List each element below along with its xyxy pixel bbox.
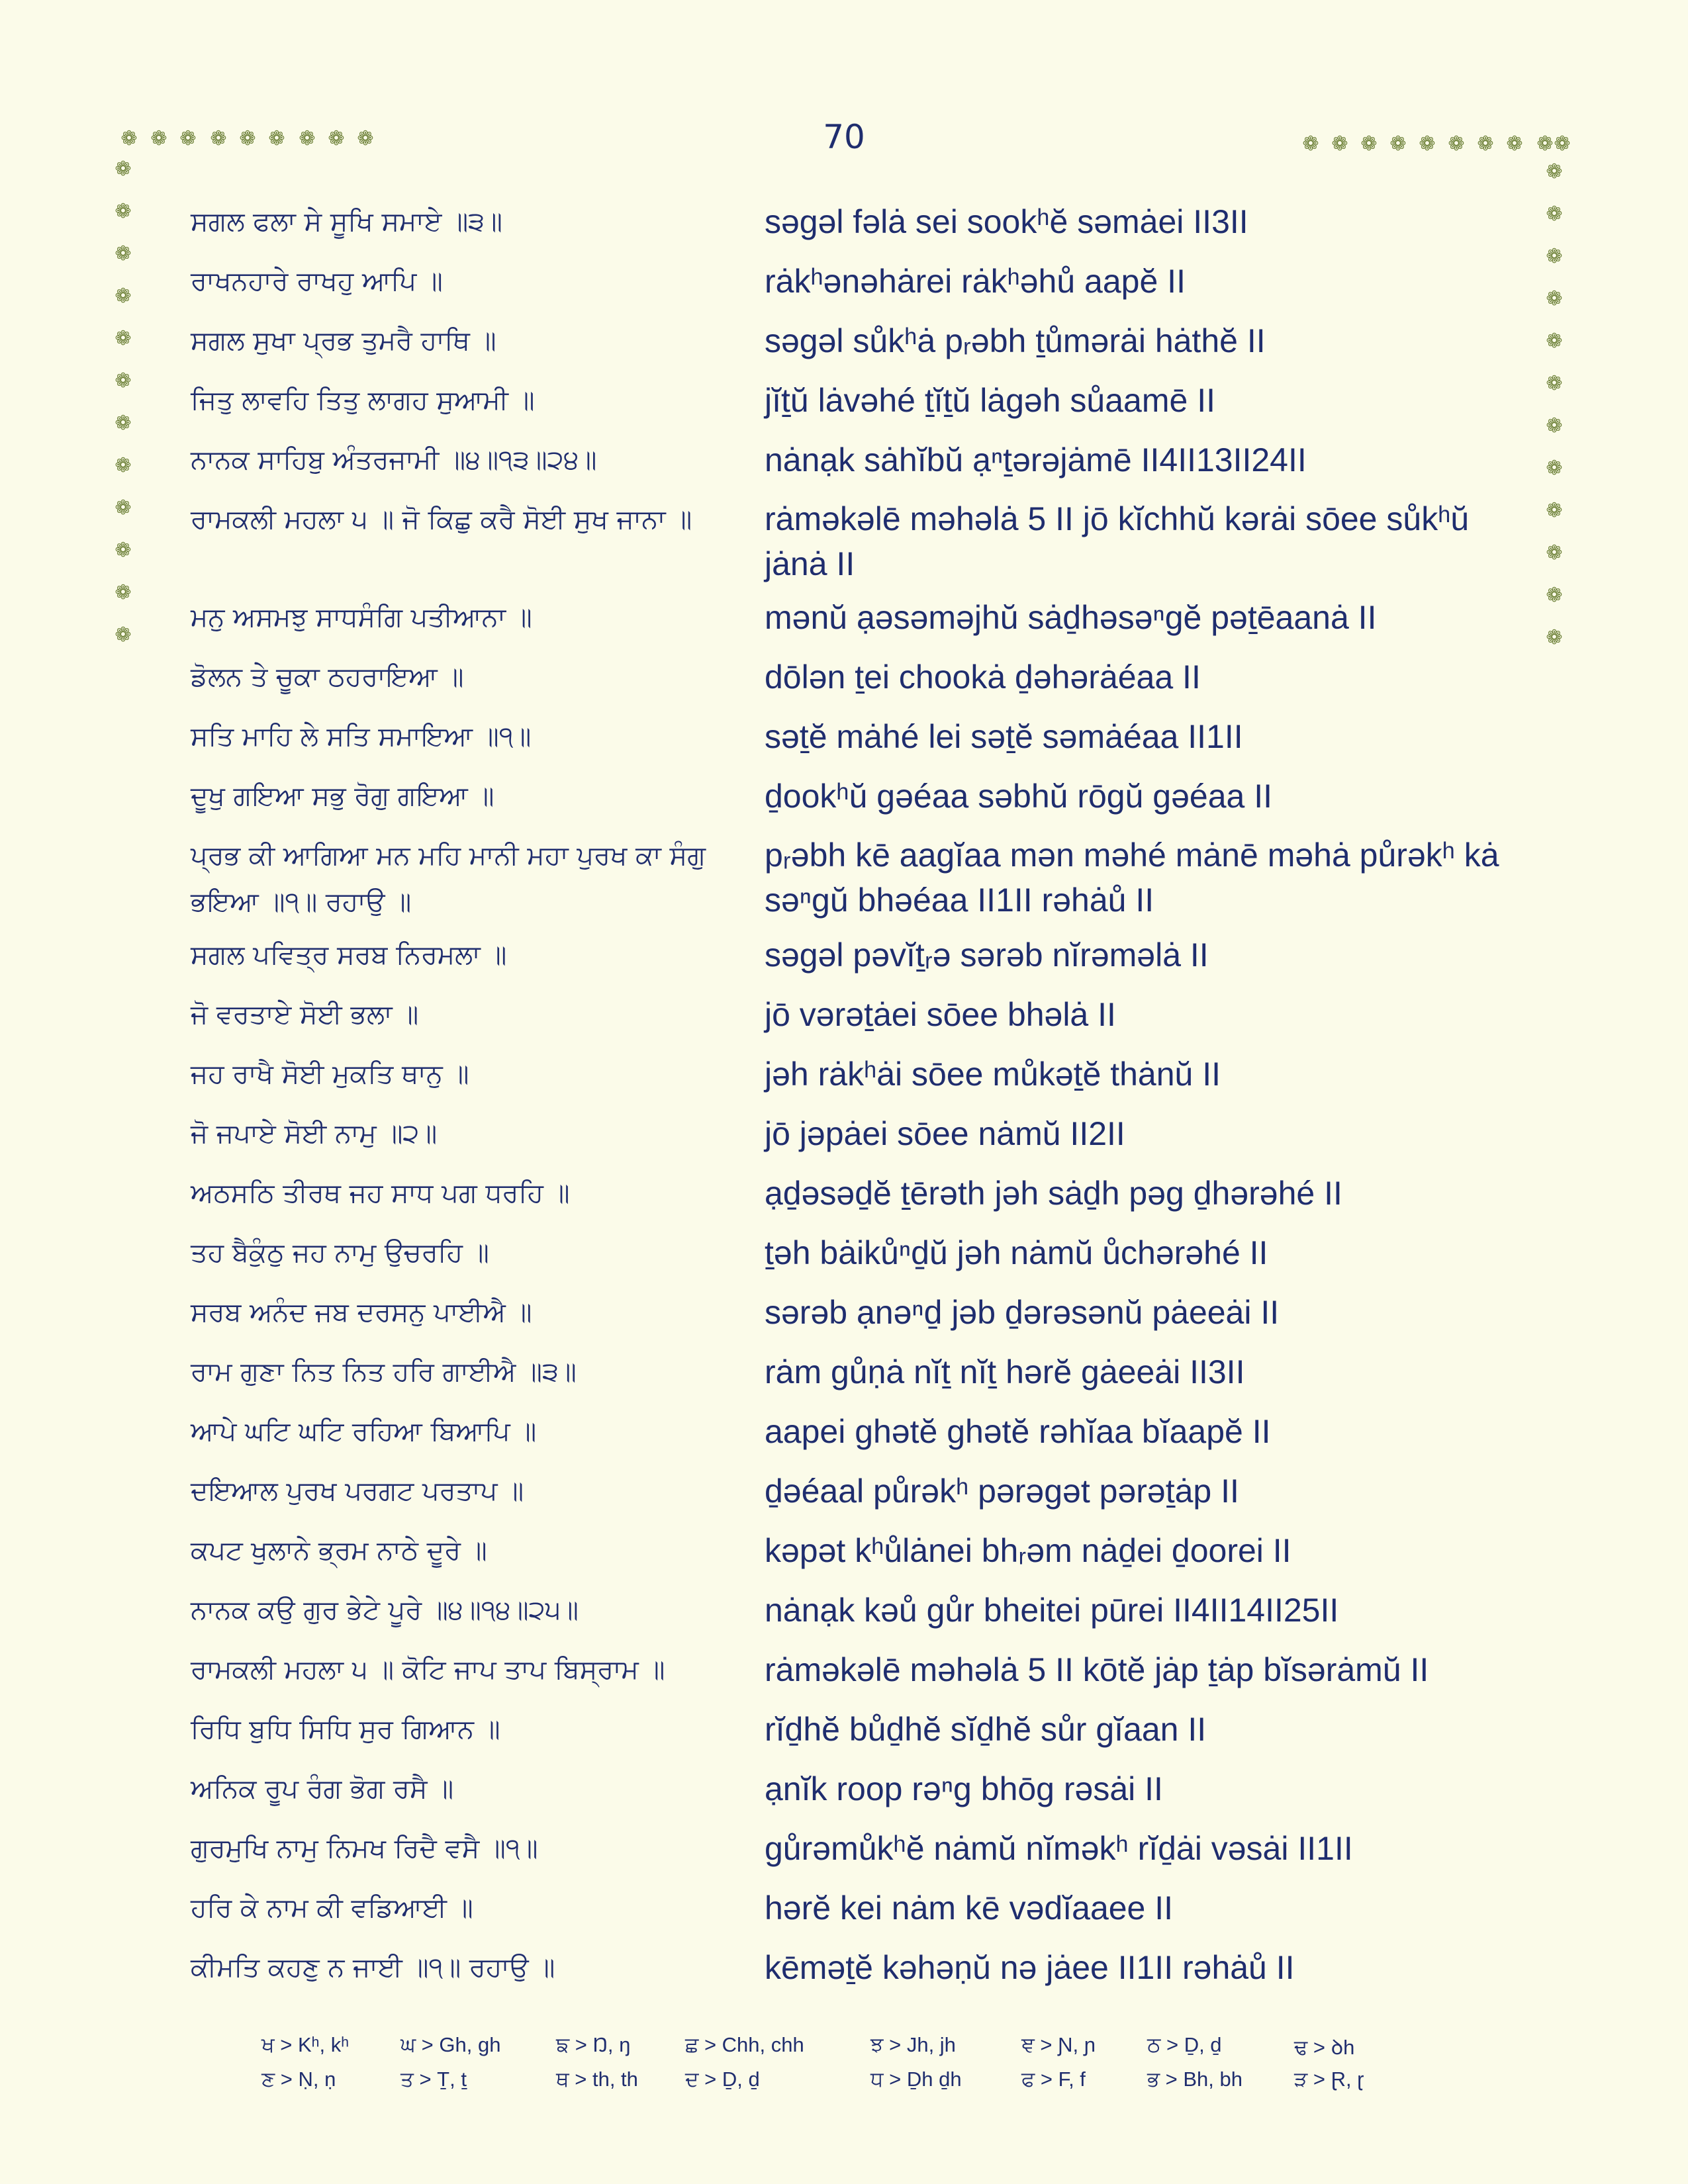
legend-entry: ਣ > Ṇ, ṇ [261,2068,336,2091]
gurmukhi-line: ਗੁਰਮੁਖਿ ਨਾਮੁ ਨਿਮਖ ਰਿਦੈ ਵਸੈ ॥੧॥ [191,1833,538,1864]
transliteration-line: rȧkʰənəhȧrei rȧkʰəhů aapĕ II [765,263,1186,300]
flower-icon: ❁ [268,127,285,150]
gurmukhi-line: ਤਹ ਬੈਕੁੰਠੁ ਜਹ ਨਾਮੁ ਉਚਰਹਿ ॥ [191,1238,489,1268]
gurmukhi-line: ਸਤਿ ਮਾਹਿ ਲੇ ਸਤਿ ਸਮਾਇਆ ॥੧॥ [191,721,532,752]
flower-icon: ❁ [115,539,132,562]
flower-icon: ❁ [115,242,132,265]
flower-icon: ❁ [179,127,197,150]
transliteration-line: kəpət kʰůlȧnei bhᵣəm nȧḏei ḏoorei II [765,1532,1291,1569]
legend-entry: ਛ > Chh, chh [685,2033,804,2056]
flower-icon: ❁ [210,127,227,150]
transliteration-line: ạnĭk roop rəⁿg bhōg rəsȧi II [765,1770,1163,1807]
transliteration-line: rȧm gůṇȧ nĭṯ nĭṯ hərĕ gȧeeȧi II3II [765,1353,1245,1390]
gurmukhi-line: ਆਪੇ ਘਟਿ ਘਟਿ ਰਹਿਆ ਬਿਆਪਿ ॥ [191,1416,537,1447]
flower-icon: ❁ [1546,414,1563,437]
gurmukhi-line: ਪ੍ਰਭ ਕੀ ਆਗਿਆ ਮਨ ਮਹਿ ਮਾਨੀ ਮਹਾ ਪੁਰਖ ਕਾ ਸੰਗੁ ਭਇਆ ॥੧॥ ਰਹਾਉ ॥ [191,841,706,917]
gurmukhi-line: ਮਨੁ ਅਸਮਝੁ ਸਾਧਸੰਗਿ ਪਤੀਆਨਾ ॥ [191,602,532,633]
transliteration-line: jō jəpȧei sōee nȧmŭ II2II [765,1115,1125,1152]
transliteration-legend [0,2033,1688,2113]
gurmukhi-line: ਦੂਖੁ ਗਇਆ ਸਭੁ ਰੋਗੁ ਗਇਆ ॥ [191,781,494,811]
gurmukhi-line: ਕੀਮਤਿ ਕਹਣੁ ਨ ਜਾਈ ॥੧॥ ਰਹਾਉ ॥ [191,1952,555,1983]
flower-icon: ❁ [1546,541,1563,565]
flower-icon: ❁ [115,454,132,477]
page-number: 70 [823,118,865,156]
gurmukhi-line: ਸਗਲ ਫਲਾ ਸੇ ਸੂਖਿ ਸਮਾਏ ॥੩॥ [191,206,503,237]
transliteration-line: hərĕ kei nȧm kē vədĭaaee II [765,1889,1174,1927]
gurmukhi-line: ਰਿਧਿ ਬੁਧਿ ਸਿਧਿ ਸੁਰ ਗਿਆਨ ॥ [191,1714,500,1745]
flower-icon: ❁ [120,127,138,150]
flower-icon: ❁ [115,581,132,604]
transliteration-line: aapei ghətĕ ghətĕ rəhĭaa bĭaapĕ II [765,1413,1271,1450]
transliteration-line: gůrəmůkʰĕ nȧmŭ nĭməkʰ rĭḏȧi vəsȧi II1II [765,1830,1353,1867]
flower-icon: ❁ [1554,132,1571,156]
gurmukhi-line: ਜਿਤੁ ਲਾਵਹਿ ਤਿਤੁ ਲਾਗਹ ਸੁਆਮੀ ॥ [191,385,535,416]
transliteration-line: rȧməkəlē məhəlȧ 5 II kōtĕ jȧp ṯȧp bĭsərȧmŭ II [765,1651,1429,1688]
transliteration-line: səgəl fəlȧ sei sookʰĕ səmȧei II3II [765,203,1248,240]
flower-icon: ❁ [115,496,132,520]
gurmukhi-line: ਅਨਿਕ ਰੂਪ ਰੰਗ ਭੋਗ ਰਸੈ ॥ [191,1774,454,1804]
gurmukhi-line: ਨਾਨਕ ਸਾਹਿਬੁ ਅੰਤਰਜਾਮੀ ॥੪॥੧੩॥੨੪॥ [191,445,597,475]
legend-entry: ਞ > Ɲ, ɲ [1021,2033,1096,2056]
flower-icon: ❁ [1546,160,1563,183]
transliteration-line: jō vərəṯȧei sōee bhəlȧ II [765,996,1116,1033]
flower-icon: ❁ [1546,584,1563,607]
flower-icon: ❁ [150,127,167,150]
legend-entry: ਝ > Jh, jh [870,2033,956,2056]
flower-icon: ❁ [115,285,132,308]
legend-entry: ਦ > Ḏ, ḏ [685,2068,760,2091]
gurmukhi-line: ਜਹ ਰਾਖੈ ਸੋਈ ਮੁਕਤਿ ਥਾਨੁ ॥ [191,1059,469,1089]
legend-entry: ਘ > Gh, gh [400,2033,501,2056]
flower-icon: ❁ [1536,132,1554,156]
gurmukhi-line: ਨਾਨਕ ਕਉ ਗੁਰ ਭੇਟੇ ਪੂਰੇ ॥੪॥੧੪॥੨੫॥ [191,1595,579,1625]
gurmukhi-line: ਡੋਲਨ ਤੇ ਚੂਕਾ ਠਹਰਾਇਆ ॥ [191,662,464,692]
flower-icon: ❁ [1477,132,1494,156]
transliteration-line: ḏəéaal půrəkʰ pərəgət pərəṯȧp II [765,1473,1239,1510]
flower-icon: ❁ [1419,132,1436,156]
gurmukhi-line: ਸਗਲ ਸੁਖਾ ਪ੍ਰਭ ਤੁਮਰੈ ਹਾਥਿ ॥ [191,326,496,356]
legend-entry: ੜ > Ɽ, ɽ [1294,2068,1364,2091]
transliteration-line: ḏookʰŭ gəéaa səbhŭ rōgŭ gəéaa II [765,778,1273,815]
transliteration-line: mənŭ ạəsəməjhŭ sȧḏhəsəⁿgĕ pəṯēaanȧ II [765,599,1377,636]
flower-icon: ❁ [1546,372,1563,395]
gurmukhi-line: ਰਾਮਕਲੀ ਮਹਲਾ ੫ ॥ ਜੋ ਕਿਛੁ ਕਰੈ ਸੋਈ ਸੁਖ ਜਾਨਾ ॥ [191,504,692,535]
flower-icon: ❁ [1302,132,1319,156]
legend-entry: ਧ > Ḏh ḏh [870,2068,962,2091]
legend-entry: ਙ > Ŋ, ŋ [556,2033,631,2056]
flower-icon: ❁ [115,327,132,350]
gurmukhi-line: ਅਠਸਠਿ ਤੀਰਥ ਜਹ ਸਾਧ ਪਗ ਧਰਹਿ ॥ [191,1178,570,1208]
flower-icon: ❁ [1546,245,1563,268]
flower-icon: ❁ [1546,626,1563,649]
flower-icon: ❁ [1389,132,1407,156]
transliteration-line: səgəl sůkʰȧ pᵣəbh ṯůmərȧi hȧthĕ II [765,322,1266,359]
legend-entry: ਤ > Ṯ, ṯ [400,2068,467,2091]
flower-icon: ❁ [1546,203,1563,226]
legend-entry: ਥ > th, th [556,2068,638,2091]
gurmukhi-line: ਜੋ ਵਰਤਾਏ ਸੋਈ ਭਲਾ ॥ [191,999,419,1030]
transliteration-line: səṯĕ mȧhé lei səṯĕ səmȧéaa II1II [765,718,1243,755]
transliteration-line: dōlən ṯei chookȧ ḏəhərȧéaa II [765,659,1201,696]
legend-entry: ਫ > F, f [1021,2068,1086,2091]
gurmukhi-line: ਰਾਮ ਗੁਣਾ ਨਿਤ ਨਿਤ ਹਰਿ ਗਾਈਐ ॥੩॥ [191,1357,577,1387]
gurmukhi-line: ਸਗਲ ਪਵਿਤ੍ਰ ਸਰਬ ਨਿਰਮਲਾ ॥ [191,940,507,970]
gurmukhi-line: ਰਾਖਨਹਾਰੇ ਰਾਖਹੁ ਆਪਿ ॥ [191,266,443,296]
flower-icon: ❁ [1546,457,1563,480]
flower-icon: ❁ [115,623,132,647]
transliteration-line: jĭṯŭ lȧvəhé ṯĭṯŭ lȧgəh sůaamē II [765,382,1215,419]
gurmukhi-line: ਜੋ ਜਪਾਏ ਸੋਈ ਨਾਮੁ ॥੨॥ [191,1118,438,1149]
transliteration-line: jəh rȧkʰȧi sōee můkəṯĕ thȧnŭ II [765,1056,1221,1093]
flower-icon: ❁ [1546,287,1563,310]
transliteration-line: nȧnạk sȧhĭbŭ ạⁿṯərəjȧmē II4II13II24II [765,441,1307,478]
transliteration-line: ṯəh bȧikůⁿḏŭ jəh nȧmŭ ůchərəhé II [765,1234,1268,1271]
flower-icon: ❁ [115,200,132,223]
flower-icon: ❁ [299,127,316,150]
flower-icon: ❁ [1448,132,1465,156]
flower-icon: ❁ [357,127,374,150]
flower-icon: ❁ [1360,132,1378,156]
transliteration-line: sərəb ạnəⁿḏ jəb ḏərəsənŭ pȧeeȧi II [765,1294,1280,1331]
gurmukhi-line: ਹਰਿ ਕੇ ਨਾਮ ਕੀ ਵਡਿਆਈ ॥ [191,1893,473,1923]
legend-entry: ਭ > Bh, bh [1147,2068,1243,2091]
gurmukhi-line: ਰਾਮਕਲੀ ਮਹਲਾ ੫ ॥ ਕੋਟਿ ਜਾਪ ਤਾਪ ਬਿਸ੍ਰਾਮ ॥ [191,1655,665,1685]
transliteration-line: kēməṯĕ kəhəṇŭ nə jȧee II1II rəhȧů II [765,1949,1295,1986]
flower-icon: ❁ [328,127,345,150]
flower-icon: ❁ [115,158,132,181]
gurmukhi-line: ਸਰਬ ਅਨੰਦ ਜਬ ਦਰਸਨੁ ਪਾਈਐ ॥ [191,1297,532,1328]
flower-icon: ❁ [1506,132,1523,156]
flower-icon: ❁ [1546,499,1563,522]
flower-icon: ❁ [115,412,132,435]
gurmukhi-line: ਦਇਆਲ ਪੁਰਖ ਪਰਗਟ ਪਰਤਾਪ ॥ [191,1476,524,1506]
legend-entry: ਖ > Kʰ, kʰ [261,2033,350,2056]
legend-entry: ਠ > Ḏ, ḏ [1147,2033,1222,2056]
transliteration-line: səgəl pəvĭṯᵣə sərəb nĭrəməlȧ II [765,936,1209,974]
transliteration-line: pᵣəbh kē aagĭaa mən məhé mȧnē məhȧ půrəkʰ kȧ səⁿgŭ bhəéaa II1II rəhȧů II [765,837,1499,919]
gurmukhi-line: ਕਪਟ ਖੁਲਾਨੇ ਭ੍ਰਮ ਨਾਠੇ ਦੂਰੇ ॥ [191,1535,487,1566]
legend-entry: ਢ > ꝺh [1294,2036,1355,2059]
flower-icon: ❁ [1546,330,1563,353]
transliteration-line: rĭḏhĕ bůḏhĕ sĭḏhĕ sůr gĭaan II [765,1711,1207,1748]
flower-icon: ❁ [239,127,256,150]
transliteration-line: ạḏəsəḏĕ ṯērəth jəh sȧḏh pəg ḏhərəhé II [765,1175,1342,1212]
flower-icon: ❁ [115,369,132,392]
transliteration-line: rȧməkəlē məhəlȧ 5 II jō kĭchhŭ kərȧi sōee sůkʰŭ jȧnȧ II [765,500,1470,582]
transliteration-line: nȧnạk kəů gůr bheitei pūrei II4II14II25II [765,1592,1339,1629]
flower-icon: ❁ [1331,132,1348,156]
